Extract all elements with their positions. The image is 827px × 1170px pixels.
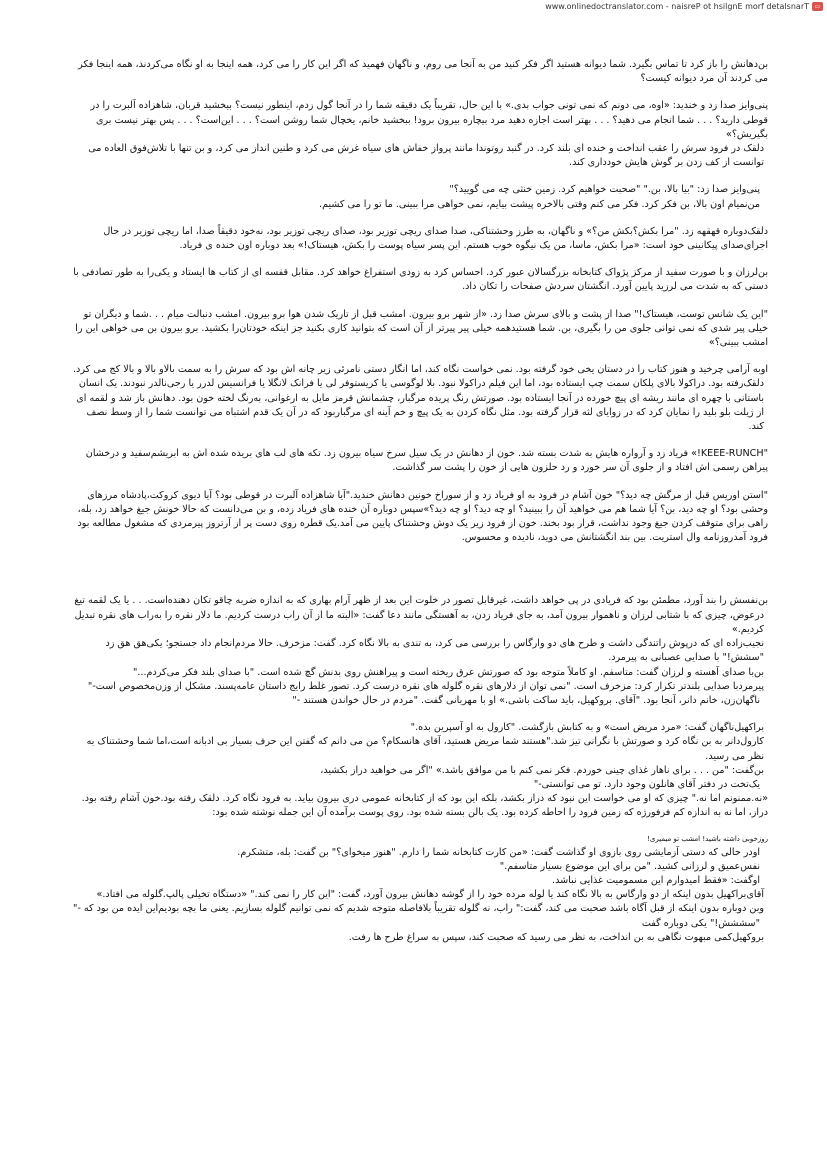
document-body [68, 58, 768, 945]
paragraph-27: آقای‌براکهیل بدون اینکه از دو وارگاس به بالا نگاه کند یا لوله مرده خود را از گوشه دهانش بیرون آورد، گفت: "این کار را نمی کند." «دستگاه تخیلی پالپ.گلوله می افتاد.» [96, 889, 764, 901]
paragraph-22: یک‌تخت در دفتر آقای هانلون وجود دارد. تو می توانستی-" [533, 778, 760, 790]
translator-header [545, 0, 823, 12]
paragraph-20: کارول‌دانر به بن نگاه کرد و صورتش با نگرانی تیز شد."هستند شما مریض هستید، آقای هانسکام؟ من می دانم که گفتن این حرف بسیار بی ادبانه است،اما شما وحشتناک به نظر می رسید. [86, 736, 764, 762]
paragraph-2: پنی‌وایز صدا زد و خندید: «اوه، می دونم که نمی تونی جواب بدی.» با این حال، تقریباً یک دقیقه شما را در آنجا گول زدم، اینطور نیست؟ ببخشید قربان، شاهزاده آلبرت را در قوطی دارید؟ . . . شما انجام می دهید؟ . . . بهتر است اجازه دهید مرد بیچاره بیرون برود! ببخشید خانم، یخچال شما روشن است؟ . . . این‌است؟ . . . پس بهتر نیست بری بگیریش؟» [90, 100, 768, 140]
paragraph-19: براکهیل‌ناگهان گفت: «مرد مریض است» و به کتابش بازگشت. "کارول به او آسپرین بده." [410, 722, 764, 734]
paragraph-21: بن‌گفت: "من . . . برای ناهار غذای چینی خوردم. فکر نمی کنم با من موافق باشد.» "اگر می خواهید دراز بکشید، [320, 764, 764, 776]
translator-logo-icon: ▭ [812, 2, 823, 11]
paragraph-1: بن‌دهانش را باز کرد تا تماس بگیرد. شما دیوانه هستید اگر فکر کنید من به آنجا می روم، و ناگهان فهمید که اگر این کار را می کرد، همه اینجا به او نگاه می‌کردند، همه اینجا فکر می کردند آن مرد دیوانه کیست؟ [78, 59, 768, 85]
header-url-text[interactable]: www.onlinedoctranslator.com - naisreP ot hsilgnE morf detalsnarT [545, 1, 809, 11]
paragraph-15: نجیب‌زاده ای که درپوش راتندگی داشت و طرح های دو وارگاس را بررسی می کرد، به تندی به بالا نگاه کرد. گفت: مزخرف. حالا مردم‌انجام داد جستجو؛ یکی‌هق هق زد "سشش!" با صدایی عصبانی به پیرمرد. [105, 638, 764, 664]
paragraph-9: او‌به آرامی چرخید و هنوز کتاب را در دستان یخی خود گرفته بود. نمی خواست نگاه کند، اما انگار دستی نامرئی زیر چانه اش بود که سرش را به سمت بالاو بالا و بالا کج می کرد. [73, 364, 768, 376]
paragraph-14: درعوض، چیزی که با شتابی لرزان و ناهموار بیرون آمد، به جای فریاد زدن، به آهستگی مانند دعا گفت: «البته ما از آن راب درست کردیم. ما دلار نقره را به‌راب های نقره تبدیل کردیم.» [74, 609, 764, 635]
section-spacer [68, 558, 768, 594]
paragraph-3: دلقک در فرود سرش را عقب انداخت و خنده ای بلند کرد. در گنبد روتوندا مانند پرواز خفاش های سیاه غرش می کرد و طنین انداز می کرد، و بن تنها با تلاش‌فوق العاده می توانست از کف زدن بر گوش هایش خودداری کند. [88, 143, 764, 169]
paragraph-25: نفس‌عمیق و لرزانی کشید. "من برای این موضوع بسیار متاسفم." [499, 860, 760, 872]
paragraph-30: بروکهیل‌کمی مبهوت نگاهی به بن انداخت، به نظر می رسید که صحبت کند، سپس به سراغ طرح ها رفت. [348, 931, 764, 943]
paragraph-12: "استن اوریس قبل از مرگش چه دید؟" خون آشام در فرود به او فریاد زد و از سوراخ خونین دهانش خندید."آیا شاهزاده آلبرت در قوطی بود؟ آیا دیوی کروکت،پادشاه مرزهای وحشی بود؟ او چه دید، بن؟ آیا شما هم می خواهید آن را ببینید؟ او چه دید؟ او چه دید؟»سپس دوباره آن خنده های فریاد زده، و بن می‌دانست که حالا خونش جیغ خواهد زد، بله، راهی برای متوقف کردن جیغ وجود نداشت، قرار بود بخند. خون از فرود زیر یک دوش وحشتناک پایین می آمد.یک قطره روی دست پر از آرتروز پیرمردی که مشغول مطالعه بود فرود آمدروزنامه وال استریت. بین بند انگشتانش می دوید، نادیده و محسوس. [77, 489, 768, 544]
paragraph-28: وبن دوباره بدون اینکه از قبل آگاه باشد صحبت می کند، گفت:" راب، نه گلوله تقریباً بلافاصله متوجه شدیم که نمی توانیم گلوله بسازیم. یعنی ما بچه بودیم‌این ایده من بود که -" [72, 903, 764, 915]
paragraph-23: «نه.ممنونم اما نه." چیزی که او می خواست این نبود که دراز بکشد، بلکه این بود که از کتابخانه عمومی دری بیرون بیاید. به فرود نگاه کرد. دلقک رفته بود.خون آشام رفته بود. دراز، اما نه به اندازه کم فرفورژه که زمین فرود را احاطه کرده بود. یک بالن بسته شده بود. روی پوست برآمده آن این جمله نوشته شده بود: [81, 793, 768, 819]
paragraph-17: پیرمرد‌با صدایی بلندتر تکرار کرد: مزخرف است. "نمی توان از دلارهای نقره گلوله های نقره درست کرد. تصور غلط رایج داستان عامه‌پسند. مشکل از وزن‌مخصوص است-" [87, 680, 764, 692]
paragraph-18: ناگهان‌زن، خانم دانر، آنجا بود. "آقای. بروکهیل، باید ساکت باشی.» او با مهربانی گفت. "مردم در حال خواندن هستند -" [292, 694, 760, 706]
paragraph-4: پنی‌وایز صدا زد: "بیا بالا، بن." "صحبت خواهیم کرد. زمین خنثی چه می گویید؟" [449, 184, 760, 196]
paragraph-26: او‌گفت: «فقط امیدوارم این مسمومیت غذایی نباشد. [552, 874, 760, 886]
paragraph-6: دلقک‌دوباره قهقهه زد. "مرا بکش؟بکش من؟» و ناگهان، به طرز وحشتناکی، صدا صدای ریچی توزیر بود، صدای ریچی توزیر بود، نه‌خود دقیقاً صدا، اما ریچی توزیر در حال اجرای‌صدای پیکانینی خود است: «مرا بکش، ماسا، من یک نیگوه خوب هستم. این پسر سیاه پوست را بکش، هیستاک!» بعد دوباره اون خنده ی فریاد. [103, 225, 768, 252]
paragraph-10: دلقک‌رفته بود. دراکولا بالای پلکان سمت چپ ایستاده بود، اما این فیلم دراکولا نبود. بلا لوگوسی یا کریستوفر لی یا فرانک لانگلا یا فرانسیس لدرر یا رجی‌نالدر نبودند. یک انسان باستانی با چهره ای مانند ریشه ای پیچ خورده در آنجا ایستاده بود. صورتش رنگ پریده مرگبار، چشمانش قرمز مایل به ارغوانی، به‌رنگ لخته خون بود. دهانش باز شد و لقمه ای از ژیلت بلو بلید را نمایان کرد که در زوایای لثه قرار گرفته بود. مثل نگاه کردن به یک پیچ و خم آینه ای مرگبار‌بود که در آن یک قدم اشتباه می توانست شما را از وسط نصف کند. [76, 378, 764, 433]
paragraph-24: اودر حالی که دستی آزمایشی روی بازوی او گذاشت گفت: «من کارت کتابخانه شما را دارم. "هنوز میخوای؟" بن گفت: بله، متشکرم. [237, 846, 760, 858]
paragraph-29: "سششش!" یکی دوباره گفت [641, 917, 760, 929]
paragraph-8: "این یک شانس توست، هیستاک!" صدا از پشت و بالای سرش صدا زد. «از شهر برو بیرون. امشب قبل از تاریک شدن هوا برو بیرون. امشب دنبالت میام . . .شما و دیگران تو خیلی پیر شدی که نمی توانی جلوی من را بگیری، بن. شما هستیدهمه خیلی پیر پیرتر از آن است که بتوانید کاری بکنید جز اینکه خودتان‌را بکشید. برو بیرون بن می خواهی این را امشب ببینی؟» [75, 308, 768, 349]
paragraph-13: بن‌نفسش را بند آورد، مطمئن بود که فریادی در پی خواهد داشت، غیرقابل تصور در خلوت این بعد از ظهر آرام بهاری که به اندازه ضربه چاقو تکان دهنده‌است. . . یا یک لقمه تیغ [74, 595, 768, 607]
paragraph-5: من‌نمیام اون بالا، بن فکر کرد. فکر می کنم وقتی بالاخره پیشت بیایم، نمی خواهی مرا ببینی. ما تو را می کشیم. [319, 198, 760, 210]
paragraph-16: بن‌با صدای آهسته و لرزان گفت: متاسفم. او کاملاً متوجه بود که صورتش عرق ریخته است و پیراهنش روی بدنش گچ شده است. "با صدای بلند فکر می‌کردم..." [132, 666, 764, 678]
paragraph-7: بن‌لرزان و با صورت سفید از مرکز پژواک کتابخانه بزرگسالان عبور کرد. احساس کرد به زودی استفراغ خواهد کرد. مقابل قفسه ای از کتاب ها ایستاد و یکی‌را به طور تصادفی با دستی که به شدت می لرزید پایین آورد. انگشتان سردش صفحات را تکان داد. [73, 267, 768, 293]
paragraph-11: "KEEE-RUNCH!» فریاد زد و آرواره هایش به شدت بسته شد. خون از دهانش در یک سیل سرخ سیاه بیرون زد. تکه های لب های بریده شده اش به ابریشم‌سفید و درخشان پیراهن رسمی اش افتاد و از جلوی آن سر خورد و رد حلزون هایی از خون را پشت سر گذاشت. [85, 448, 768, 474]
balloon-message: روزخوبی داشته باشید! امشب تو میمیری! [647, 834, 768, 843]
